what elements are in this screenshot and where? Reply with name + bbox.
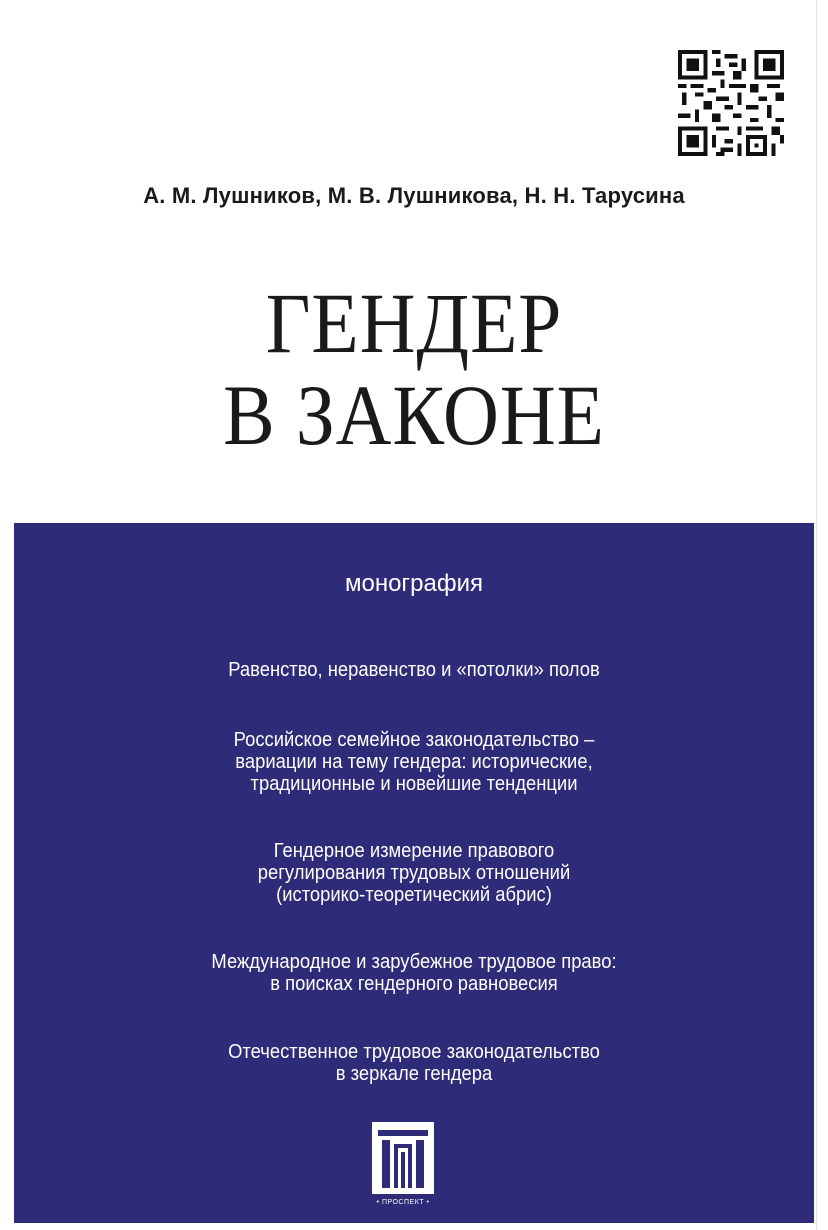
publisher-name: • ПРОСПЕКТ • xyxy=(376,1199,430,1206)
topic-3 xyxy=(46,840,782,906)
topic-1 xyxy=(46,659,782,681)
topic-line: Равенство, неравенство и «потолки» полов xyxy=(228,659,600,681)
topic-line: (историко-теоретический абрис) xyxy=(276,884,552,906)
topic-line: в зеркале гендера xyxy=(335,1063,493,1085)
qr-code-icon xyxy=(678,48,784,158)
topic-line: традиционные и новейшие тенденции xyxy=(250,773,578,795)
topic-4 xyxy=(46,951,782,995)
topic-5 xyxy=(46,1041,782,1085)
topic-line: Гендерное измерение правового xyxy=(273,840,555,862)
blue-panel xyxy=(14,523,814,1223)
book-title-line-2: В ЗАКОНЕ xyxy=(223,367,605,463)
topic-line: Российское семейное законодательство – xyxy=(233,729,595,751)
topic-line: регулирования трудовых отношений xyxy=(257,862,571,884)
topic-line: вариации на тему гендера: исторические, xyxy=(235,751,593,773)
genre-label: монография xyxy=(344,570,484,597)
authors: А. М. Лушников, М. В. Лушникова, Н. Н. Тарусина xyxy=(143,183,685,208)
publisher-logo-icon xyxy=(372,1122,434,1194)
book-title-line-1: ГЕНДЕР xyxy=(265,275,563,371)
topic-2 xyxy=(46,729,782,795)
topic-line: Отечественное трудовое законодательство xyxy=(228,1041,600,1063)
topic-line: в поисках гендерного равновесия xyxy=(270,973,558,995)
topic-line: Международное и зарубежное трудовое право: xyxy=(211,951,617,973)
